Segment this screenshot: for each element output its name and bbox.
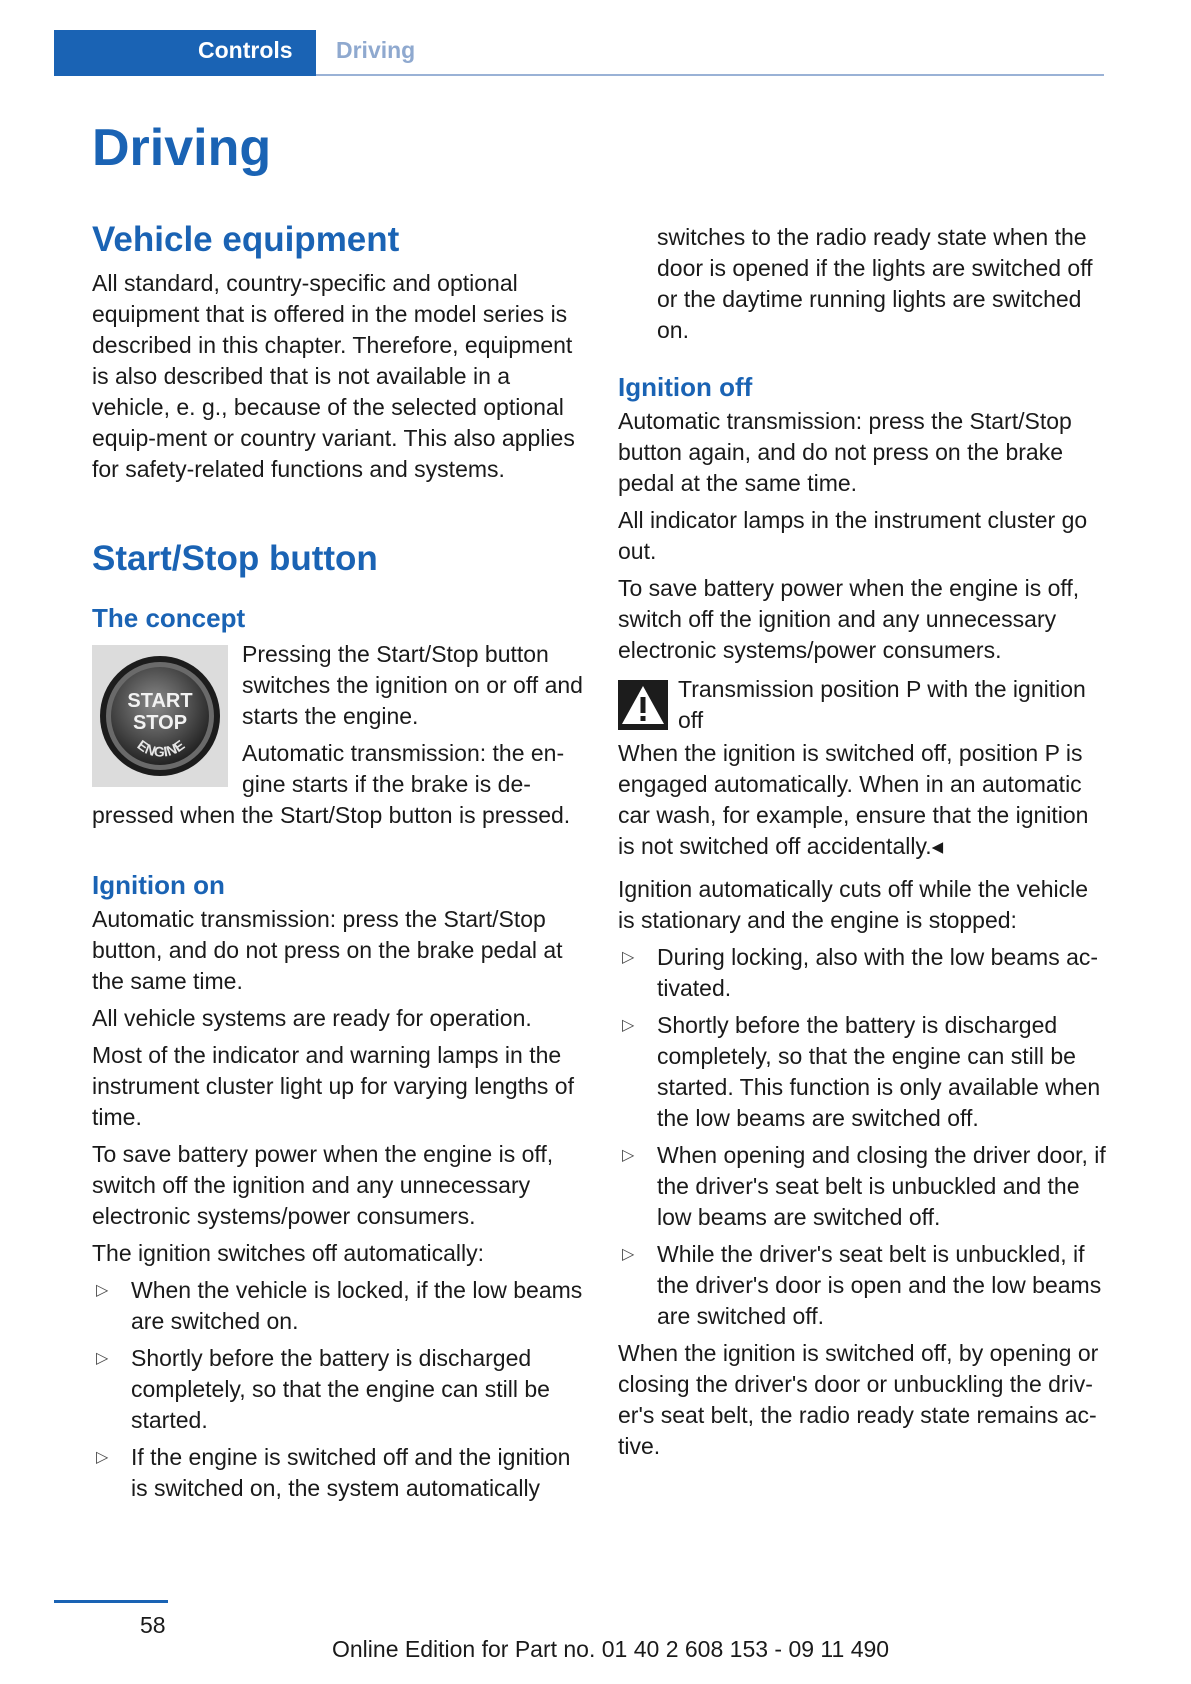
ignition-off-text-5: When the ignition is switched off, by opening or closing the driver's door or unbuckling the driv-er's seat belt, the radio ready state remains ac-tive. bbox=[618, 1340, 1099, 1459]
list-item: ▷ During locking, also with the low beams ac-tivated. bbox=[622, 944, 1099, 1001]
ignition-on-text-2: All vehicle systems are ready for operation. bbox=[92, 1005, 532, 1031]
ignition-on-list bbox=[92, 1275, 584, 1504]
bullet-icon: ▷ bbox=[96, 1449, 109, 1466]
ignition-off-text-3: To save battery power when the engine is off, switch off the ignition and any unnecessary electronic systems/power consumers. bbox=[618, 575, 1080, 663]
ignition-on-text-1: Automatic transmission: press the Start/Stop button, and do not press on the brake pedal at the same time. bbox=[92, 906, 563, 994]
bullet-icon: ▷ bbox=[622, 949, 635, 966]
ignition-off-list bbox=[618, 942, 1108, 1332]
heading-vehicle-equipment: Vehicle equipment bbox=[92, 220, 400, 259]
bullet-icon: ▷ bbox=[96, 1282, 109, 1299]
bullet-icon: ▷ bbox=[622, 1246, 635, 1263]
page-number: 58 bbox=[140, 1612, 166, 1638]
ignition-off-text-4: Ignition automatically cuts off while the vehicle is stationary and the engine is stopped: bbox=[618, 876, 1089, 933]
warning-triangle-icon bbox=[618, 680, 668, 730]
page-title: Driving bbox=[92, 119, 272, 177]
edition-note: Online Edition for Part no. 01 40 2 608 153 - 09 11 490 bbox=[332, 1636, 890, 1662]
heading-the-concept: The concept bbox=[92, 603, 246, 633]
start-label: START bbox=[127, 690, 193, 712]
start-stop-button-image bbox=[92, 645, 228, 787]
list-item: ▷ Shortly before the battery is discharged completely, so that the engine can still be started. This function is only available when the low beams are switched off. bbox=[622, 1012, 1101, 1131]
ignition-off-text-2: All indicator lamps in the instrument cluster go out. bbox=[618, 507, 1088, 564]
stop-label: STOP bbox=[132, 712, 188, 734]
warning-text: When the ignition is switched off, position P is engaged automatically. When in an automatic car wash, for example, ensure that the ignition is not switched off accidentally.◂ bbox=[618, 740, 1089, 859]
concept-text-2: Automatic transmission: the en-gine starts if the brake is de-pressed when the Start/Stop button is pressed. bbox=[92, 740, 571, 828]
list-item: ▷ When the vehicle is locked, if the low beams are switched on. bbox=[96, 1277, 583, 1334]
list-item: ▷ If the engine is switched off and the ignition is switched on, the system automatically bbox=[96, 1444, 571, 1501]
bullet-icon: ▷ bbox=[622, 1147, 635, 1164]
bullet-icon: ▷ bbox=[622, 1017, 635, 1034]
ignition-on-text-4: To save battery power when the engine is off, switch off the ignition and any unnecessary electronic systems/power consumers. bbox=[92, 1141, 554, 1229]
header-chapter-label: Driving bbox=[336, 37, 416, 63]
left-column bbox=[92, 222, 584, 1504]
heading-ignition-on: Ignition on bbox=[92, 870, 225, 900]
ignition-on-text-3: Most of the indicator and warning lamps in the instrument cluster light up for varying lengths of time. bbox=[92, 1042, 574, 1130]
footer-rule bbox=[54, 1600, 168, 1603]
ignition-on-text-5: The ignition switches off automatically: bbox=[92, 1240, 485, 1266]
ignition-off-text-1: Automatic transmission: press the Start/Stop button again, and do not press on the brake pedal at the same time. bbox=[618, 408, 1072, 496]
header-rule bbox=[316, 74, 1104, 76]
list-item: ▷ Shortly before the battery is discharged completely, so that the engine can still be started. bbox=[96, 1345, 550, 1433]
heading-ignition-off: Ignition off bbox=[618, 372, 753, 402]
concept-text-1: Pressing the Start/Stop button switches the ignition on or off and starts the engine. bbox=[242, 641, 583, 729]
bullet-icon: ▷ bbox=[96, 1350, 109, 1367]
heading-start-stop: Start/Stop button bbox=[92, 539, 378, 578]
list-item: ▷ When opening and closing the driver door, if the driver's seat belt is unbuckled and the low beams are switched off. bbox=[622, 1142, 1106, 1230]
list-item: ▷ While the driver's seat belt is unbuckled, if the driver's door is open and the low beams are switched off. bbox=[622, 1241, 1102, 1329]
warning-title: Transmission position P with the ignition off bbox=[678, 676, 1086, 733]
vehicle-equipment-text: All standard, country-specific and optional equipment that is offered in the model series is described in this chapter. Therefore, equipment is also described that is not available in a vehicle, e. g., because of the selected optional equip-ment or country variant. This also applies for safety-related functions and systems. bbox=[92, 270, 575, 482]
header-section-label: Controls bbox=[198, 37, 293, 63]
warning-notice bbox=[618, 674, 1108, 862]
engine-label: ENGINE bbox=[134, 736, 188, 760]
continuation-text: switches to the radio ready state when the door is opened if the lights are switched off or the daytime running lights are switched on. bbox=[657, 224, 1093, 343]
right-column bbox=[618, 222, 1108, 1462]
